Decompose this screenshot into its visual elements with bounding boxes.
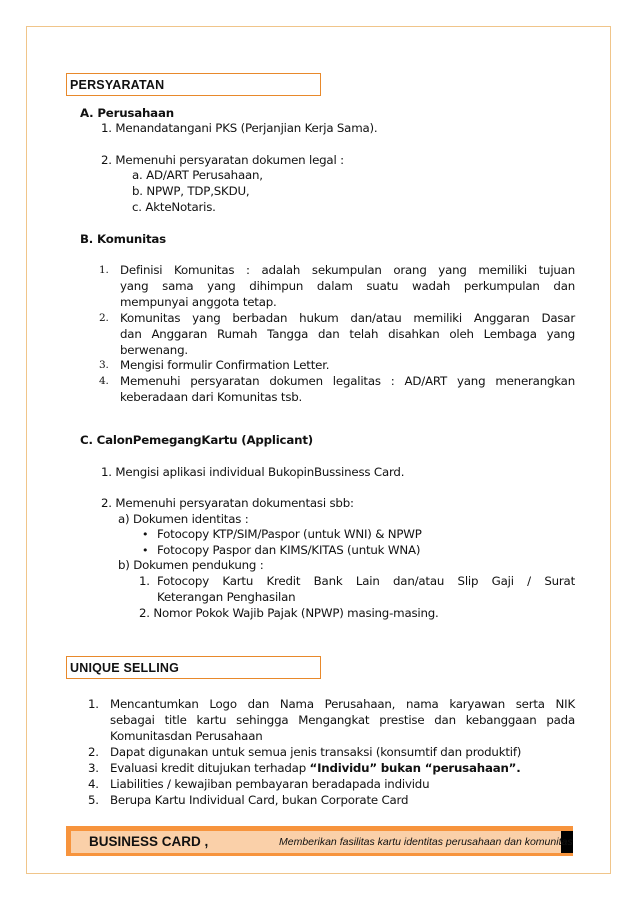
heading-perusahaan: A. Perusahaan bbox=[80, 106, 174, 120]
list-item: 1. Menandatangani PKS (Perjanjian Kerja Sama). bbox=[101, 121, 378, 135]
list-number: 2. bbox=[88, 745, 99, 759]
list-item: Fotocopy Kartu Kredit Bank Lain dan/atau Slip Gaji / Surat bbox=[157, 574, 575, 588]
list-item: a. AD/ART Perusahaan, bbox=[132, 168, 263, 182]
list-item: sebagai title kartu sehingga Mengangkat prestise dan kebanggaan pada bbox=[110, 713, 575, 727]
section-title-unique-selling: UNIQUE SELLING bbox=[66, 656, 321, 679]
list-item: Definisi Komunitas : adalah sekumpulan orang yang memiliki tujuan bbox=[120, 263, 575, 277]
list-number: 3. bbox=[99, 359, 109, 371]
list-item: 2. Nomor Pokok Wajib Pajak (NPWP) masing-masing. bbox=[139, 606, 439, 620]
footer-banner bbox=[66, 826, 573, 856]
list-number: 1. bbox=[88, 697, 99, 711]
list-number: 4. bbox=[99, 375, 109, 387]
list-item-emphasis: “Individu” bukan “perusahaan”. bbox=[309, 761, 521, 775]
list-number: 1. bbox=[99, 264, 109, 276]
list-item: 2. Memenuhi persyaratan dokumentasi sbb: bbox=[101, 496, 354, 510]
list-item: Mengisi formulir Confirmation Letter. bbox=[120, 358, 330, 372]
list-item: Liabilities / kewajiban pembayaran beradapada individu bbox=[110, 777, 430, 791]
list-item: mempunyai anggota tetap. bbox=[120, 295, 277, 309]
list-item: Memenuhi persyaratan dokumen legalitas : AD/ART yang menerangkan bbox=[120, 374, 575, 388]
list-number: 1. bbox=[139, 574, 150, 588]
list-number: 5. bbox=[88, 793, 99, 807]
footer-title: BUSINESS CARD , bbox=[89, 834, 209, 849]
section-title-persyaratan: PERSYARATAN bbox=[66, 73, 321, 96]
list-item: b) Dokumen pendukung : bbox=[118, 558, 264, 572]
list-item: 1. Mengisi aplikasi individual BukopinBussiness Card. bbox=[101, 465, 405, 479]
list-item: 2. Memenuhi persyaratan dokumen legal : bbox=[101, 153, 344, 167]
list-number: 3. bbox=[88, 761, 99, 775]
list-item: b. NPWP, TDP,SKDU, bbox=[132, 184, 250, 198]
list-item: keberadaan dari Komunitas tsb. bbox=[120, 390, 303, 404]
list-item: yang sama yang dihimpun dalam suatu wadah perkumpulan dan bbox=[120, 279, 575, 293]
list-item: Komunitasdan Perusahaan bbox=[110, 729, 263, 743]
list-item bbox=[110, 761, 521, 776]
list-item: Komunitas yang berbadan hukum dan/atau memiliki Anggaran Dasar bbox=[120, 311, 575, 325]
list-item: c. AkteNotaris. bbox=[132, 200, 216, 214]
heading-komunitas: B. Komunitas bbox=[80, 232, 166, 246]
list-item: Berupa Kartu Individual Card, bukan Corporate Card bbox=[110, 793, 409, 807]
list-item: Mencantumkan Logo dan Nama Perusahaan, nama karyawan serta NIK bbox=[110, 697, 575, 711]
bullet-icon: • bbox=[142, 528, 149, 541]
list-item: Dapat digunakan untuk semua jenis transaksi (konsumtif dan produktif) bbox=[110, 745, 522, 759]
list-number: 4. bbox=[88, 777, 99, 791]
list-item: Fotocopy Paspor dan KIMS/KITAS (untuk WNA) bbox=[157, 543, 421, 557]
footer-tagline: Memberikan fasilitas kartu identitas perusahaan dan komunitas bbox=[279, 836, 573, 848]
list-item: dan Anggaran Rumah Tangga dan telah disahkan oleh Lembaga yang bbox=[120, 327, 575, 341]
list-item: Fotocopy KTP/SIM/Paspor (untuk WNI) & NPWP bbox=[157, 527, 422, 541]
list-item: Keterangan Penghasilan bbox=[157, 590, 296, 604]
list-number: 2. bbox=[99, 312, 109, 324]
list-item: berwenang. bbox=[120, 343, 188, 357]
heading-applicant: C. CalonPemegangKartu (Applicant) bbox=[80, 433, 313, 447]
bullet-icon: • bbox=[142, 544, 149, 557]
list-item: a) Dokumen identitas : bbox=[118, 512, 249, 526]
list-item-text: Evaluasi kredit ditujukan terhadap bbox=[110, 761, 310, 775]
